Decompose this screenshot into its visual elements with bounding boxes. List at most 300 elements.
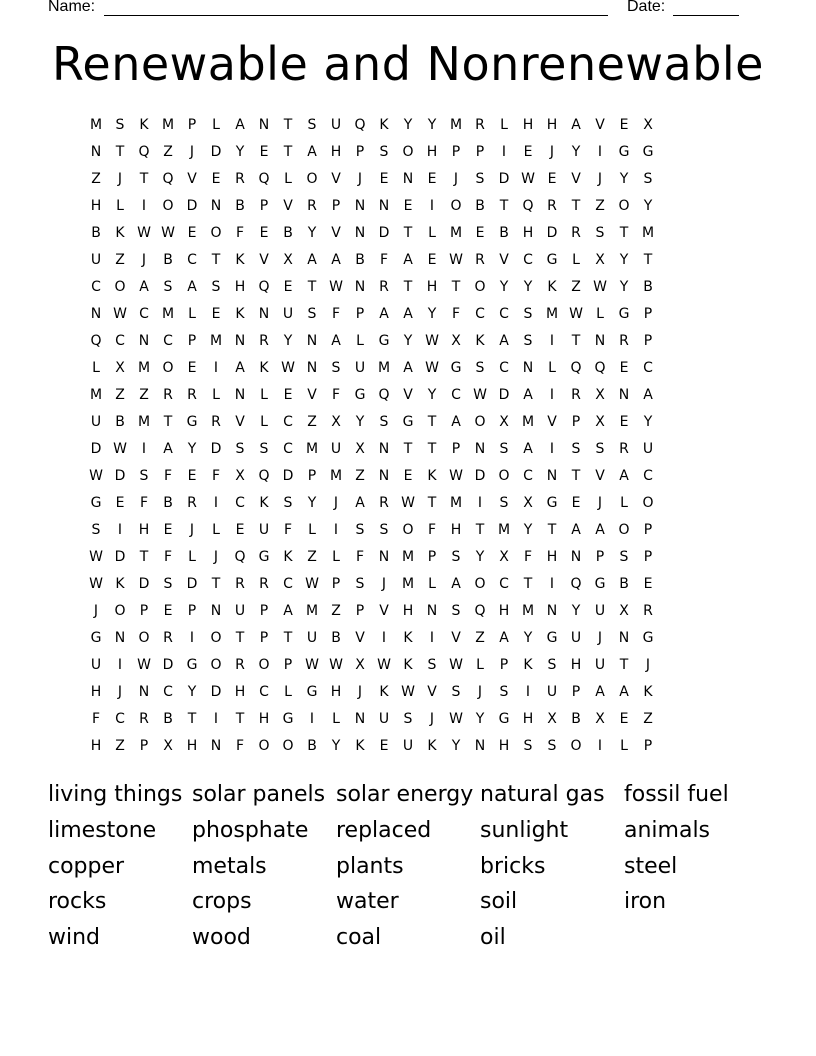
grid-letter: P	[355, 306, 365, 322]
grid-letter: P	[571, 684, 581, 700]
grid-row	[84, 600, 732, 627]
grid-letter: F	[379, 252, 389, 268]
grid-letter: X	[499, 414, 509, 430]
word-bank-item: crops	[192, 889, 252, 915]
grid-letter: A	[403, 306, 413, 322]
grid-letter: A	[139, 279, 149, 295]
grid-letter: S	[427, 657, 437, 673]
grid-letter: W	[473, 387, 487, 403]
grid-letter: H	[522, 711, 534, 727]
grid-letter: O	[138, 630, 150, 646]
grid-letter: J	[549, 144, 555, 160]
grid-letter: J	[357, 171, 363, 187]
grid-letter: L	[332, 549, 340, 565]
grid-letter: O	[618, 522, 630, 538]
grid-letter: P	[643, 306, 653, 322]
grid-letter: O	[474, 279, 486, 295]
grid-letter: C	[259, 684, 269, 700]
grid-letter: Y	[187, 441, 197, 457]
grid-letter: G	[618, 144, 630, 160]
grid-letter: M	[401, 576, 415, 592]
grid-letter: S	[379, 522, 389, 538]
grid-letter: Q	[354, 117, 366, 133]
grid-letter: M	[137, 360, 151, 376]
grid-letter: E	[187, 468, 197, 484]
grid-letter: T	[403, 225, 413, 241]
grid-letter: P	[187, 603, 197, 619]
grid-letter: R	[187, 387, 197, 403]
grid-row	[84, 384, 732, 411]
grid-letter: Y	[571, 144, 581, 160]
word-bank-item: rocks	[48, 889, 107, 915]
grid-letter: O	[210, 630, 222, 646]
grid-letter: E	[619, 711, 629, 727]
grid-letter: O	[474, 414, 486, 430]
grid-letter: K	[547, 279, 557, 295]
grid-letter: N	[426, 603, 438, 619]
grid-letter: E	[283, 279, 293, 295]
grid-letter: Q	[162, 171, 174, 187]
grid-letter: V	[379, 603, 389, 619]
grid-letter: A	[307, 252, 317, 268]
grid-letter: L	[428, 225, 436, 241]
grid-letter: A	[499, 333, 509, 349]
grid-letter: Y	[451, 738, 461, 754]
grid-letter: E	[523, 144, 533, 160]
grid-letter: Q	[378, 387, 390, 403]
grid-letter: N	[546, 468, 558, 484]
grid-letter: Y	[523, 522, 533, 538]
grid-letter: O	[162, 198, 174, 214]
grid-letter: W	[89, 549, 103, 565]
grid-letter: U	[594, 603, 606, 619]
grid-letter: E	[211, 306, 221, 322]
grid-letter: O	[306, 171, 318, 187]
grid-letter: S	[523, 306, 533, 322]
grid-letter: F	[427, 522, 437, 538]
grid-letter: W	[137, 225, 151, 241]
grid-letter: U	[402, 738, 414, 754]
name-blank-line[interactable]	[104, 0, 608, 16]
grid-letter: V	[571, 171, 581, 187]
grid-row	[84, 546, 732, 573]
grid-letter: Y	[235, 144, 245, 160]
grid-letter: C	[163, 333, 173, 349]
grid-letter: N	[306, 333, 318, 349]
grid-letter: N	[546, 603, 558, 619]
grid-letter: Z	[139, 387, 149, 403]
grid-letter: S	[619, 549, 629, 565]
grid-letter: X	[547, 711, 557, 727]
grid-letter: Y	[283, 333, 293, 349]
grid-letter: U	[90, 414, 102, 430]
grid-letter: J	[93, 603, 99, 619]
grid-letter: P	[643, 333, 653, 349]
grid-letter: C	[643, 360, 653, 376]
grid-letter: A	[403, 360, 413, 376]
grid-letter: P	[259, 630, 269, 646]
grid-letter: S	[595, 225, 605, 241]
grid-letter: R	[259, 333, 269, 349]
grid-letter: H	[330, 144, 342, 160]
grid-letter: S	[451, 684, 461, 700]
grid-letter: F	[139, 495, 149, 511]
grid-letter: W	[449, 657, 463, 673]
grid-letter: T	[139, 549, 149, 565]
grid-letter: P	[475, 144, 485, 160]
grid-row	[84, 438, 732, 465]
grid-letter: I	[429, 630, 435, 646]
grid-letter: L	[188, 549, 196, 565]
grid-letter: H	[90, 738, 102, 754]
grid-letter: P	[643, 522, 653, 538]
grid-letter: E	[259, 225, 269, 241]
grid-letter: S	[307, 117, 317, 133]
grid-letter: S	[523, 333, 533, 349]
grid-letter: H	[546, 549, 558, 565]
grid-letter: P	[187, 117, 197, 133]
grid-letter: L	[308, 522, 316, 538]
grid-letter: B	[355, 252, 365, 268]
grid-letter: S	[451, 603, 461, 619]
grid-letter: L	[260, 414, 268, 430]
grid-letter: N	[234, 387, 246, 403]
grid-letter: C	[523, 468, 533, 484]
grid-letter: B	[499, 225, 509, 241]
grid-letter: D	[210, 441, 222, 457]
grid-letter: E	[379, 171, 389, 187]
grid-letter: A	[499, 630, 509, 646]
grid-letter: B	[283, 225, 293, 241]
grid-letter: W	[89, 468, 103, 484]
grid-letter: R	[643, 603, 653, 619]
grid-letter: N	[618, 387, 630, 403]
grid-letter: B	[571, 711, 581, 727]
grid-letter: Y	[619, 171, 629, 187]
grid-letter: K	[259, 360, 269, 376]
grid-letter: B	[163, 495, 173, 511]
grid-letter: L	[428, 576, 436, 592]
grid-letter: J	[189, 522, 195, 538]
grid-letter: Y	[331, 738, 341, 754]
grid-letter: M	[209, 333, 223, 349]
grid-letter: R	[211, 414, 221, 430]
grid-letter: Y	[475, 711, 485, 727]
grid-letter: J	[117, 684, 123, 700]
grid-letter: M	[497, 522, 511, 538]
grid-letter: R	[139, 711, 149, 727]
grid-row	[84, 708, 732, 735]
grid-letter: T	[283, 630, 293, 646]
grid-letter: V	[427, 684, 437, 700]
grid-letter: T	[403, 441, 413, 457]
grid-letter: A	[619, 684, 629, 700]
grid-letter: A	[235, 117, 245, 133]
grid-letter: O	[402, 144, 414, 160]
grid-letter: H	[426, 279, 438, 295]
grid-letter: M	[305, 441, 319, 457]
grid-letter: T	[571, 468, 581, 484]
grid-letter: E	[427, 171, 437, 187]
grid-letter: Y	[643, 198, 653, 214]
grid-letter: B	[475, 198, 485, 214]
grid-letter: C	[91, 279, 101, 295]
grid-letter: K	[403, 630, 413, 646]
grid-letter: D	[114, 468, 126, 484]
grid-letter: E	[547, 171, 557, 187]
grid-row	[84, 222, 732, 249]
grid-letter: W	[89, 576, 103, 592]
grid-letter: L	[476, 657, 484, 673]
word-bank-item: bricks	[480, 853, 546, 879]
grid-letter: K	[523, 657, 533, 673]
grid-letter: S	[403, 711, 413, 727]
grid-letter: L	[620, 495, 628, 511]
grid-letter: T	[235, 630, 245, 646]
grid-letter: H	[138, 522, 150, 538]
grid-letter: V	[451, 630, 461, 646]
grid-letter: E	[643, 576, 653, 592]
grid-letter: N	[258, 306, 270, 322]
grid-letter: I	[333, 522, 339, 538]
grid-letter: N	[210, 738, 222, 754]
grid-letter: T	[427, 414, 437, 430]
grid-letter: A	[571, 117, 581, 133]
grid-letter: R	[547, 198, 557, 214]
grid-letter: P	[259, 603, 269, 619]
grid-letter: W	[449, 468, 463, 484]
grid-letter: H	[402, 603, 414, 619]
word-bank-item: solar energy	[336, 782, 474, 807]
grid-letter: T	[211, 252, 221, 268]
grid-letter: G	[282, 711, 294, 727]
grid-letter: F	[91, 711, 101, 727]
grid-letter: K	[475, 333, 485, 349]
grid-letter: M	[545, 306, 559, 322]
grid-letter: V	[595, 468, 605, 484]
grid-letter: E	[619, 117, 629, 133]
grid-letter: Q	[258, 468, 270, 484]
grid-letter: B	[163, 252, 173, 268]
grid-letter: N	[114, 630, 126, 646]
grid-letter: I	[309, 711, 315, 727]
grid-row	[84, 141, 732, 168]
grid-row	[84, 357, 732, 384]
grid-row	[84, 330, 732, 357]
grid-letter: U	[354, 360, 366, 376]
word-bank-item: wind	[48, 925, 101, 951]
grid-letter: F	[331, 306, 341, 322]
grid-letter: N	[378, 198, 390, 214]
grid-letter: L	[356, 333, 364, 349]
grid-letter: M	[449, 117, 463, 133]
grid-letter: P	[499, 657, 509, 673]
grid-letter: S	[475, 360, 485, 376]
grid-letter: L	[620, 738, 628, 754]
grid-letter: S	[139, 468, 149, 484]
grid-letter: S	[331, 360, 341, 376]
grid-letter: H	[330, 684, 342, 700]
grid-letter: E	[283, 387, 293, 403]
grid-letter: X	[283, 252, 293, 268]
grid-letter: S	[355, 576, 365, 592]
grid-letter: J	[333, 495, 339, 511]
grid-letter: V	[595, 117, 605, 133]
grid-letter: H	[498, 603, 510, 619]
grid-letter: E	[259, 144, 269, 160]
grid-letter: S	[235, 441, 245, 457]
grid-letter: S	[163, 576, 173, 592]
grid-letter: O	[258, 738, 270, 754]
grid-letter: X	[499, 549, 509, 565]
grid-letter: N	[354, 225, 366, 241]
grid-letter: S	[379, 414, 389, 430]
grid-letter: M	[641, 225, 655, 241]
grid-letter: Y	[619, 279, 629, 295]
grid-letter: V	[187, 171, 197, 187]
grid-letter: M	[521, 414, 535, 430]
grid-letter: P	[427, 549, 437, 565]
grid-letter: S	[259, 441, 269, 457]
grid-letter: P	[643, 738, 653, 754]
grid-letter: M	[401, 549, 415, 565]
grid-letter: E	[163, 603, 173, 619]
grid-letter: M	[329, 468, 343, 484]
grid-letter: N	[474, 738, 486, 754]
grid-letter: E	[187, 225, 197, 241]
grid-letter: G	[258, 549, 270, 565]
grid-letter: T	[499, 198, 509, 214]
grid-letter: U	[330, 117, 342, 133]
grid-row	[84, 276, 732, 303]
grid-letter: A	[283, 603, 293, 619]
grid-letter: K	[235, 306, 245, 322]
grid-letter: L	[212, 117, 220, 133]
grid-letter: W	[377, 657, 391, 673]
grid-letter: I	[213, 711, 219, 727]
grid-letter: E	[403, 198, 413, 214]
grid-letter: C	[235, 495, 245, 511]
grid-letter: R	[163, 387, 173, 403]
grid-letter: P	[571, 414, 581, 430]
grid-letter: I	[189, 630, 195, 646]
grid-letter: L	[116, 198, 124, 214]
grid-letter: F	[331, 387, 341, 403]
grid-letter: P	[187, 333, 197, 349]
grid-letter: G	[546, 630, 558, 646]
grid-letter: V	[331, 225, 341, 241]
grid-letter: C	[523, 252, 533, 268]
grid-letter: I	[597, 738, 603, 754]
grid-letter: T	[283, 144, 293, 160]
grid-letter: T	[571, 198, 581, 214]
grid-letter: R	[571, 387, 581, 403]
grid-letter: H	[258, 711, 270, 727]
grid-letter: C	[139, 306, 149, 322]
grid-letter: S	[307, 306, 317, 322]
grid-letter: L	[332, 711, 340, 727]
grid-row	[84, 573, 732, 600]
grid-letter: D	[498, 387, 510, 403]
grid-letter: G	[354, 387, 366, 403]
letter-grid	[84, 114, 732, 762]
grid-letter: I	[525, 684, 531, 700]
grid-letter: X	[643, 117, 653, 133]
grid-letter: I	[117, 657, 123, 673]
grid-letter: Z	[115, 738, 125, 754]
grid-letter: N	[354, 198, 366, 214]
grid-letter: C	[499, 576, 509, 592]
grid-letter: G	[498, 711, 510, 727]
grid-letter: W	[329, 657, 343, 673]
grid-letter: K	[379, 684, 389, 700]
grid-letter: R	[187, 495, 197, 511]
word-bank	[48, 778, 768, 957]
grid-letter: J	[645, 657, 651, 673]
grid-letter: Q	[258, 279, 270, 295]
grid-letter: Q	[234, 549, 246, 565]
grid-letter: V	[355, 630, 365, 646]
grid-letter: I	[597, 144, 603, 160]
grid-letter: N	[90, 306, 102, 322]
grid-letter: H	[90, 198, 102, 214]
word-bank-item: animals	[624, 817, 711, 843]
grid-letter: W	[113, 306, 127, 322]
grid-letter: S	[451, 549, 461, 565]
grid-letter: C	[163, 684, 173, 700]
grid-letter: A	[619, 468, 629, 484]
grid-letter: F	[523, 549, 533, 565]
grid-letter: A	[379, 306, 389, 322]
grid-letter: D	[114, 549, 126, 565]
grid-letter: X	[595, 252, 605, 268]
grid-letter: I	[117, 522, 123, 538]
grid-row	[84, 249, 732, 276]
grid-letter: Y	[571, 603, 581, 619]
grid-letter: N	[210, 603, 222, 619]
grid-letter: E	[403, 468, 413, 484]
grid-letter: Z	[355, 468, 365, 484]
grid-letter: D	[378, 225, 390, 241]
grid-letter: U	[258, 522, 270, 538]
grid-letter: U	[306, 630, 318, 646]
grid-letter: A	[307, 144, 317, 160]
grid-letter: G	[402, 414, 414, 430]
date-blank-line[interactable]	[673, 0, 739, 16]
grid-letter: O	[570, 738, 582, 754]
grid-letter: G	[378, 333, 390, 349]
grid-letter: A	[643, 387, 653, 403]
grid-letter: X	[595, 387, 605, 403]
word-bank-item: iron	[624, 889, 667, 915]
word-bank-item: fossil fuel	[624, 782, 729, 807]
grid-letter: W	[305, 576, 319, 592]
grid-letter: W	[281, 360, 295, 376]
name-label: Name:	[48, 0, 96, 15]
grid-letter: U	[90, 657, 102, 673]
grid-letter: J	[189, 144, 195, 160]
grid-letter: J	[357, 684, 363, 700]
grid-letter: N	[138, 684, 150, 700]
grid-letter: Y	[307, 225, 317, 241]
grid-letter: C	[283, 576, 293, 592]
grid-letter: O	[474, 576, 486, 592]
word-bank-item: water	[336, 889, 399, 915]
grid-letter: L	[212, 522, 220, 538]
grid-letter: Y	[403, 117, 413, 133]
grid-letter: H	[234, 279, 246, 295]
grid-letter: M	[161, 117, 175, 133]
